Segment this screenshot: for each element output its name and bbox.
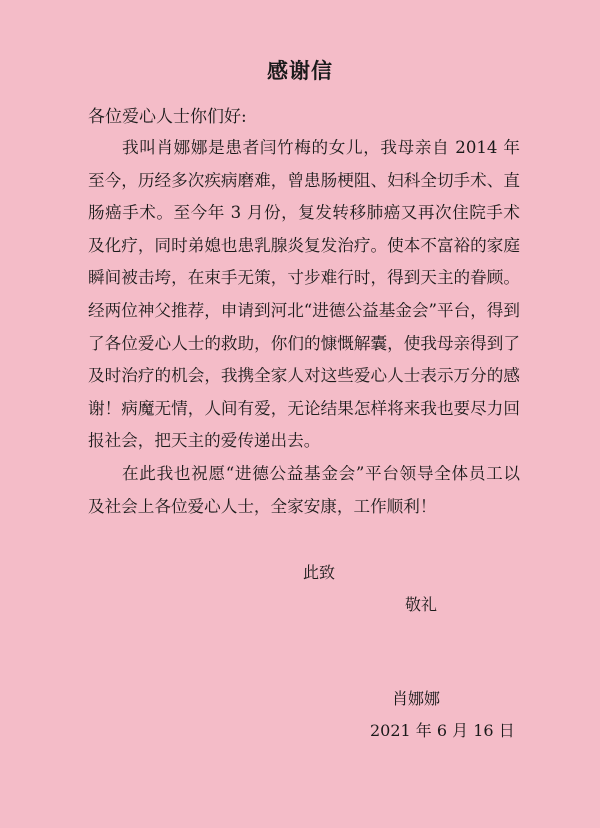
letter-closing: 此致 [303, 563, 336, 582]
letter-paragraph-2: 在此我也祝愿“进德公益基金会”平台领导全体员工以及社会上各位爱心人士，全家安康，工作顺利！ [88, 463, 520, 516]
letter-paragraph-1: 我叫肖娜娜是患者闫竹梅的女儿，我母亲自 2014 年至今，历经多次疾病磨难，曾患肠梗阻、妇科全切手术、直肠癌手术。至今年 3 月份，复发转移肺癌又再次住院手术及化疗，同时弟媳也患乳腺炎复发治疗。使本不富裕的家庭瞬间被击垮，在束手无策，寸步难行时，得到天主的眷顾。经两位神父推荐，申请到河北“进德公益基金会”平台，得到了各位爱心人士的救助，你们的慷慨解囊，使我母亲得到了及时治疗的机会，我携全家人对这些爱心人士表示万分的感谢！病魔无情，人间有爱，无论结果怎样将来我也要尽力回报社会，把天主的爱传递出去。 [88, 138, 520, 451]
letter-date: 2021 年 6 月 16 日 [370, 721, 515, 740]
letter-signature: 肖娜娜 [392, 689, 441, 708]
letter-regards: 敬礼 [405, 595, 438, 614]
letter-title: 感谢信 [267, 59, 333, 83]
letter-greeting: 各位爱心人士你们好: [88, 107, 247, 127]
letter-body [88, 132, 520, 523]
